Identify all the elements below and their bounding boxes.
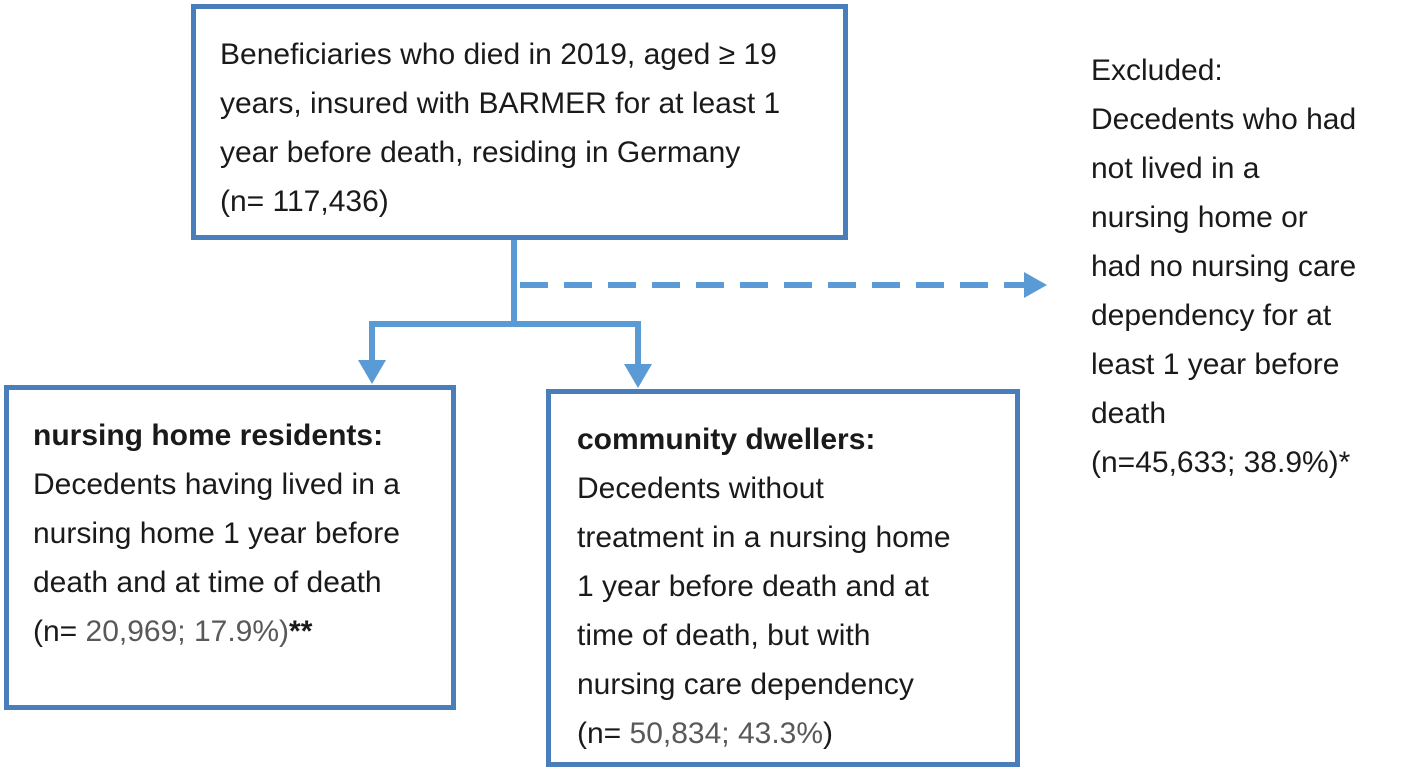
count-line <box>33 607 451 656</box>
text-line: nursing home 1 year before <box>33 517 400 550</box>
count-line: (n=45,633; 38.9%)* <box>1091 446 1351 479</box>
text-line: Decedents having lived in a <box>33 468 400 501</box>
count-suffix: ) <box>378 185 389 218</box>
text-line: death and at time of death <box>33 566 382 599</box>
text-line: time of death, but with <box>577 619 871 652</box>
left-arrowhead <box>358 360 386 384</box>
box-title: nursing home residents: <box>33 419 384 452</box>
text-line: not lived in a <box>1091 152 1260 185</box>
count-value: 50,834; 43.3% <box>629 717 824 750</box>
eligible-population-box <box>191 4 848 240</box>
text-line: treatment in a nursing home <box>577 521 951 554</box>
text-line: 1 year before death and at <box>577 570 929 603</box>
text-line: nursing home or <box>1091 201 1308 234</box>
nursing-home-text <box>33 411 451 656</box>
text-line: had no nursing care <box>1091 250 1357 283</box>
nursing-home-residents-box <box>4 385 456 710</box>
right-arrowhead <box>624 364 652 388</box>
count-line <box>577 709 1015 758</box>
text-line: least 1 year before <box>1091 348 1340 381</box>
box-title: community dwellers: <box>577 423 876 456</box>
text-line: Beneficiaries who died in 2019, aged ≥ 19 <box>220 38 777 71</box>
eligible-population-text <box>220 30 843 226</box>
excluded-arrowhead <box>1024 272 1047 298</box>
text-line: death <box>1091 397 1167 430</box>
text-line: Decedents without <box>577 472 824 505</box>
count-value: 20,969; 17.9%) <box>85 615 290 648</box>
excluded-text <box>1091 46 1420 487</box>
text-line: Excluded: <box>1091 54 1223 87</box>
community-dwellers-text <box>577 415 1015 758</box>
text-line: dependency for at <box>1091 299 1332 332</box>
text-line: years, insured with BARMER for at least 1 <box>220 87 781 120</box>
text-line: Decedents who had <box>1091 103 1357 136</box>
count-value: 117,436 <box>272 185 379 218</box>
count-prefix: (n= <box>220 185 273 218</box>
excluded-box <box>1049 4 1420 520</box>
count-prefix: (n= <box>577 717 630 750</box>
community-dwellers-box <box>546 389 1020 767</box>
text-line: year before death, residing in Germany <box>220 136 741 169</box>
count-suffix: ) <box>823 717 834 750</box>
count-prefix: (n= <box>33 615 86 648</box>
text-line: nursing care dependency <box>577 668 914 701</box>
count-line <box>220 177 843 226</box>
count-suffix: ** <box>289 615 313 648</box>
